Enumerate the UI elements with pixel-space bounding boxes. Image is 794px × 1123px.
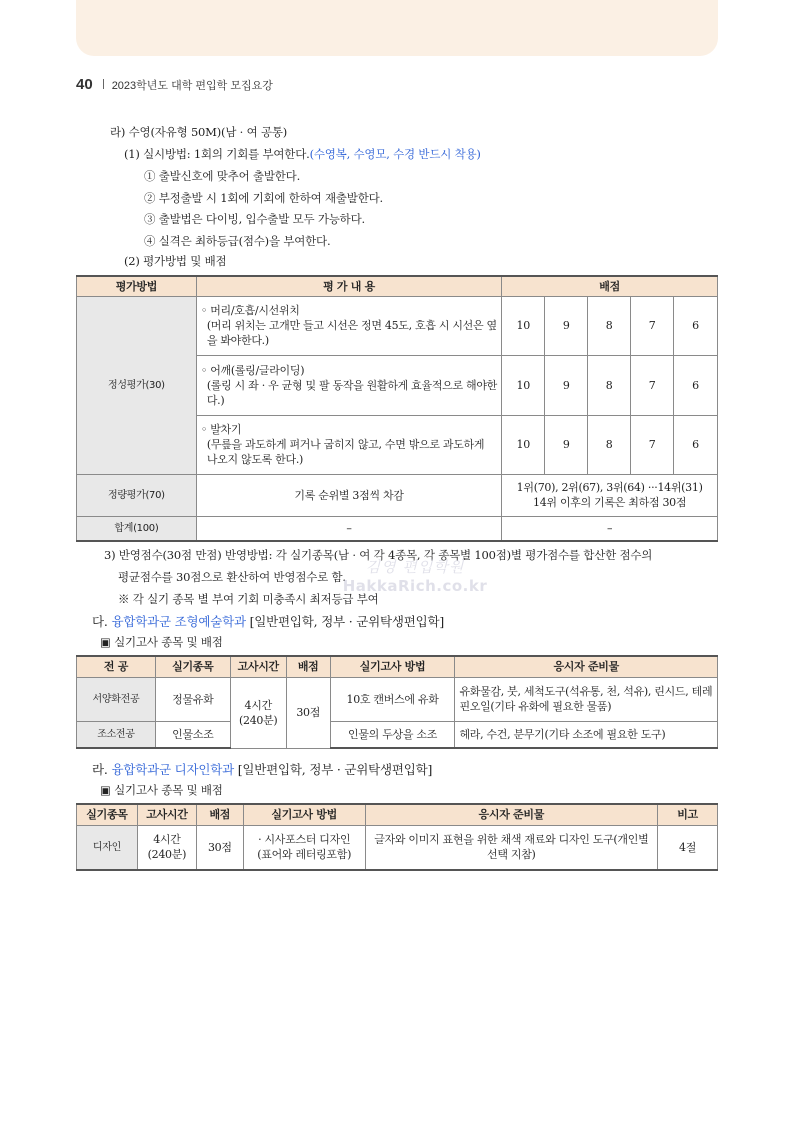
section-ra-subtitle: ▣ 실기고사 종목 및 배점 — [100, 783, 223, 797]
qual-desc-2: (롤링 시 좌 · 우 균형 및 팔 동작을 원활하게 효율적으로 해야한다.) — [206, 378, 497, 407]
section-ra-mark: 라. — [92, 762, 108, 777]
swim-method-label: (1) 실시방법: 1회의 기회를 부여한다. — [124, 147, 310, 161]
da-header-item: 실기종목 — [155, 656, 230, 677]
header-divider — [103, 79, 104, 89]
ra-time-line-2: (240분) — [147, 848, 187, 862]
quant-score-line-2: 14위 이후의 기록은 최하점 30점 — [533, 496, 687, 509]
eval-table — [76, 275, 718, 542]
ra-method-line-2: (표어와 레터링포함) — [257, 848, 352, 862]
ra-method — [243, 825, 365, 870]
score-cell: 6 — [674, 355, 718, 415]
ra-header-time: 고사시간 — [137, 804, 196, 825]
score-cell: 9 — [545, 415, 588, 474]
quant-label: 정량평가(70) — [77, 474, 197, 516]
da-table — [76, 655, 718, 749]
watermark — [320, 556, 510, 595]
note-star: ※ 각 실기 종목 별 부여 기회 미충족시 최저등급 부여 — [118, 592, 379, 606]
da-time-line-2: (240분) — [239, 713, 278, 727]
score-cell: 8 — [588, 355, 631, 415]
ra-score: 30점 — [196, 825, 243, 870]
score-cell: 6 — [674, 415, 718, 474]
da-header-score: 배점 — [286, 656, 330, 677]
section-da-suffix: [일반편입학, 정부 · 군위탁생편입학] — [249, 614, 445, 629]
qual-content-2 — [196, 355, 501, 415]
da-item-2: 인물소조 — [155, 721, 230, 748]
score-cell: 7 — [631, 415, 674, 474]
table-row — [77, 721, 718, 748]
qual-title-1: ◦ 머리/호흡/시선위치 — [200, 304, 300, 317]
ra-table — [76, 803, 718, 871]
ra-time — [137, 825, 196, 870]
qual-desc-1: (머리 위치는 고개만 들고 시선은 정면 45도, 호흡 시 시선은 옆을 봐야한다.) — [206, 319, 497, 347]
section-da-subtitle: ▣ 실기고사 종목 및 배점 — [100, 635, 223, 649]
swim-method — [124, 146, 481, 162]
note-3-line-1: 3) 반영점수(30점 만점) 반영방법: 각 실기종목(남 · 여 각 4종목, 각 종목별 100점)별 평가점수를 합산한 점수의 — [104, 548, 653, 562]
eval-title: (2) 평가방법 및 배점 — [124, 254, 227, 268]
da-materials-2: 헤라, 수건, 분무기(기타 소조에 필요한 도구) — [455, 721, 718, 748]
section-ra-suffix: [일반편입학, 정부 · 군위탁생편입학] — [237, 762, 433, 777]
qual-title-2: ◦ 어깨(롤링/글라이딩) — [200, 363, 305, 377]
da-score: 30점 — [286, 677, 330, 748]
swim-step-1: ① 출발신호에 맞추어 출발한다. — [144, 169, 301, 183]
swim-step-4: ④ 실격은 최하등급(점수)을 부여한다. — [144, 234, 331, 248]
score-cell: 10 — [502, 355, 545, 415]
table-row — [77, 516, 718, 541]
ra-item: 디자인 — [77, 825, 138, 870]
qual-content-3 — [196, 415, 501, 474]
watermark-line-1: 김영 편입학원 — [365, 558, 465, 576]
ra-time-line-1: 4시간 — [153, 833, 181, 847]
table-row — [77, 474, 718, 516]
total-score: – — [502, 516, 718, 541]
swim-step-2: ② 부정출발 시 1회에 기회에 한하여 재출발한다. — [144, 191, 383, 205]
quant-score — [502, 474, 718, 516]
score-cell: 10 — [502, 415, 545, 474]
header-eval-method: 평가방법 — [77, 276, 197, 296]
header-eval-content: 평 가 내 용 — [196, 276, 501, 296]
page-header — [76, 76, 273, 94]
score-cell: 7 — [631, 355, 674, 415]
ra-header-note: 비고 — [658, 804, 718, 825]
score-cell: 9 — [545, 355, 588, 415]
table-row — [77, 296, 718, 355]
ra-header-score: 배점 — [196, 804, 243, 825]
header-eval-score: 배점 — [502, 276, 718, 296]
score-cell: 10 — [502, 296, 545, 355]
score-cell: 8 — [588, 415, 631, 474]
da-item-1: 정물유화 — [155, 677, 230, 721]
da-header-materials: 응시자 준비물 — [455, 656, 718, 677]
da-header-major: 전 공 — [77, 656, 156, 677]
da-time — [230, 677, 286, 748]
table-row — [77, 825, 718, 870]
total-label: 합계(100) — [77, 516, 197, 541]
da-major-2: 조소전공 — [77, 721, 156, 748]
page-number: 40 — [76, 76, 93, 93]
swim-method-note: (수영복, 수영모, 수경 반드시 착용) — [309, 147, 481, 161]
da-header-method: 실기고사 방법 — [330, 656, 455, 677]
total-content: – — [196, 516, 501, 541]
header-title: 2023학년도 대학 편입학 모집요강 — [111, 80, 273, 92]
da-time-line-1: 4시간 — [244, 698, 272, 712]
qual-title-3: ◦ 발차기 — [200, 423, 242, 436]
section-ra-title — [92, 760, 432, 778]
quant-score-line-1: 1위(70), 2위(67), 3위(64) ···14위(31) — [516, 481, 703, 494]
ra-header-item: 실기종목 — [77, 804, 138, 825]
quant-content: 기록 순위별 3점씩 차감 — [196, 474, 501, 516]
score-cell: 8 — [588, 296, 631, 355]
da-major-1: 서양화전공 — [77, 677, 156, 721]
da-materials-1: 유화물감, 붓, 세척도구(석유통, 천, 석유), 린시드, 테레핀오일(기타 유화에 필요한 물품) — [455, 677, 718, 721]
note-3-line-2: 평균점수를 30점으로 환산하여 반영점수로 함. — [118, 570, 346, 584]
score-cell: 7 — [631, 296, 674, 355]
score-cell: 6 — [674, 296, 718, 355]
ra-method-line-1: · 시사포스터 디자인 — [258, 833, 351, 847]
ra-header-materials: 응시자 준비물 — [365, 804, 657, 825]
top-band — [76, 0, 718, 56]
da-header-time: 고사시간 — [230, 656, 286, 677]
table-row — [77, 677, 718, 721]
qual-desc-3: (무릎을 과도하게 펴거나 굽히지 않고, 수면 밖으로 과도하게 나오지 않도록 한다.) — [206, 438, 485, 466]
swim-step-3: ③ 출발법은 다이빙, 입수출발 모두 가능하다. — [144, 212, 365, 226]
section-da-mark: 다. — [92, 614, 108, 629]
da-method-2: 인물의 두상을 소조 — [330, 721, 455, 748]
section-da-title — [92, 612, 444, 630]
ra-note: 4절 — [658, 825, 718, 870]
da-method-1: 10호 캔버스에 유화 — [330, 677, 455, 721]
qual-content-1 — [196, 296, 501, 355]
swim-title: 라) 수영(자유형 50M)(남 · 여 공통) — [110, 125, 288, 139]
score-cell: 9 — [545, 296, 588, 355]
watermark-line-2: HakkaRich.co.kr — [342, 577, 488, 595]
section-da-dept: 융합학과군 조형예술학과 — [111, 614, 246, 629]
section-ra-dept: 융합학과군 디자인학과 — [111, 762, 234, 777]
ra-header-method: 실기고사 방법 — [243, 804, 365, 825]
ra-materials: 글자와 이미지 표현을 위한 채색 재료와 디자인 도구(개인별 선택 지참) — [365, 825, 657, 870]
qual-label: 정성평가(30) — [77, 296, 197, 474]
